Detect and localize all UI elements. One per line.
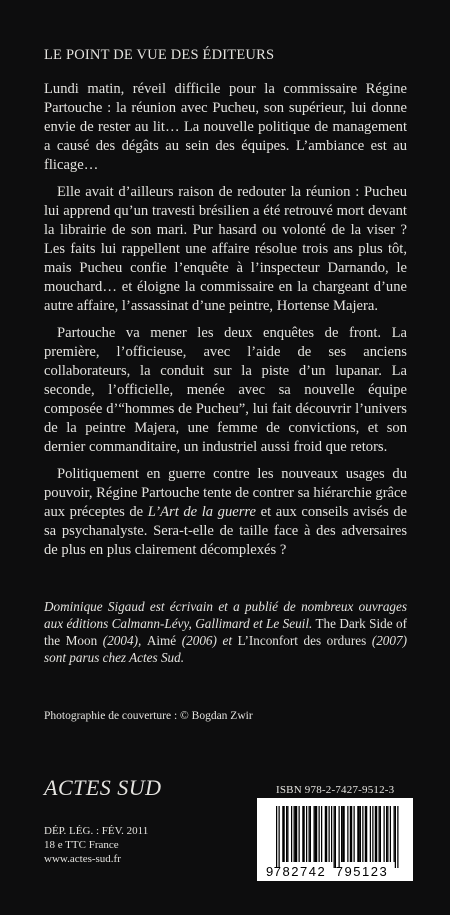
barcode-digits-right: 795123 <box>335 864 389 879</box>
barcode-bar <box>314 806 315 862</box>
bio-year-1: (2004), <box>97 633 147 648</box>
barcode-bar <box>315 806 316 862</box>
barcode-bar <box>334 806 335 868</box>
bio-book-1: The Dark Side of the Moon <box>44 616 407 648</box>
barcode-bar <box>284 806 285 862</box>
bio-book-2: Aimé <box>146 633 177 648</box>
photo-credit: Photographie de couverture : © Bogdan Zwir <box>44 710 253 722</box>
barcode-bar <box>370 806 371 862</box>
barcode-bar <box>276 806 277 868</box>
barcode-bar <box>344 806 345 862</box>
barcode-bar <box>339 806 340 868</box>
barcode-bar <box>359 806 360 862</box>
barcode-bar <box>287 806 288 862</box>
barcode-bar <box>394 806 395 862</box>
barcode-bar <box>295 806 296 862</box>
barcode-bar <box>390 806 391 862</box>
barcode-bar <box>342 806 343 862</box>
barcode-bar <box>306 806 307 862</box>
barcode-bar <box>325 806 326 862</box>
blurb-p4-book-title: L’Art de la guerre <box>147 504 257 520</box>
legal-price: 18 e TTC France <box>44 839 119 851</box>
barcode-bar <box>294 806 295 862</box>
barcode-bar <box>291 806 292 862</box>
barcode-bar <box>296 806 297 862</box>
blurb-p4-text-a: Politiquement en guerre contre les nouveaux usages du pouvoir, Régine Partouche tente de contrer sa hiérarchie grâce aux préceptes de <box>44 466 407 520</box>
barcode-bar <box>386 806 387 862</box>
barcode-bar <box>376 806 377 862</box>
barcode-bar <box>319 806 320 862</box>
blurb-paragraph-4 <box>44 465 407 560</box>
barcode-bar <box>372 806 373 862</box>
barcode-bars <box>276 806 399 868</box>
barcode-bar <box>316 806 317 862</box>
barcode-bar <box>357 806 358 862</box>
blurb-p4-text-b: et aux conseils avisés de sa psychanalyste. Sera-t-elle de taille face à des adversaires de plus en plus clairement décomplexés ? <box>44 504 407 558</box>
barcode-bar <box>351 806 352 862</box>
barcode-bar <box>304 806 305 862</box>
barcode-bar <box>397 806 398 868</box>
barcode-bar <box>299 806 300 862</box>
barcode-bar <box>326 806 327 862</box>
barcode-bar <box>350 806 351 862</box>
legal-depot: DÉP. LÉG. : FÉV. 2011 <box>44 825 149 837</box>
barcode-bar <box>365 806 366 862</box>
barcode-bar <box>375 806 376 862</box>
legal-info <box>44 824 148 866</box>
barcode-bar <box>354 806 355 862</box>
blurb <box>44 80 407 568</box>
isbn-label: ISBN 978-2-7427-9512-3 <box>276 784 395 796</box>
bio-year-3: (2007) sont parus chez Actes Sud. <box>44 633 407 665</box>
barcode-bar <box>379 806 380 862</box>
bio-year-2: (2006) <box>176 633 223 648</box>
barcode-bar <box>341 806 342 862</box>
barcode-bar <box>309 806 310 862</box>
barcode <box>257 798 413 881</box>
barcode-bar <box>310 806 311 862</box>
author-bio <box>44 598 407 666</box>
blurb-paragraph-3: Partouche va mener les deux enquêtes de front. La première, l’officieuse, avec l’aide de ses anciens collaborateurs, la conduit sur la piste d’un lupanar. La seconde, l’officielle, menée avec sa nouvelle équipe composée d’“hommes de Pucheu”, lui fait découvrir l’univers de la peintre Majera, une femme de convictions, et son dernier commanditaire, un industriel aussi froid que retors. <box>44 325 407 455</box>
barcode-bar <box>302 806 303 862</box>
section-heading: LE POINT DE VUE DES ÉDITEURS <box>44 47 275 63</box>
barcode-bar <box>380 806 381 862</box>
barcode-digit-first: 9 <box>266 864 274 879</box>
barcode-bar <box>360 806 361 862</box>
barcode-bar <box>286 806 287 862</box>
barcode-bar <box>347 806 348 862</box>
barcode-bar <box>329 806 330 862</box>
bio-text-1: Dominique Sigaud est écrivain et a publié de nombreux ouvrages aux éditions Calmann-Lévy, Gallimard et Le Seuil. <box>44 599 407 631</box>
blurb-paragraph-1: Lundi matin, réveil difficile pour la commissaire Régine Partouche : la réunion avec Pucheu, son supérieur, lui donne envie de rester au lit… La nouvelle politique de management a causé des dégâts au sein des équipes. L’ambiance est au flicage… <box>44 81 407 173</box>
barcode-graphic <box>257 798 413 881</box>
legal-website: www.actes-sud.fr <box>44 853 121 865</box>
barcode-bar <box>362 806 363 862</box>
publisher-logo: ACTES SUD <box>44 775 162 800</box>
barcode-bar <box>387 806 388 862</box>
barcode-bar <box>335 806 336 868</box>
barcode-digits-left: 782742 <box>273 864 327 879</box>
barcode-bar <box>282 806 283 862</box>
barcode-bar <box>395 806 396 868</box>
barcode-bar <box>384 806 385 862</box>
barcode-bar <box>321 806 322 862</box>
barcode-bar <box>366 806 367 862</box>
barcode-bar <box>331 806 332 862</box>
bio-text-2: et <box>222 633 238 648</box>
blurb-paragraph-2: Elle avait d’ailleurs raison de redouter la réunion : Pucheu lui apprend qu’un travesti brésilien a été retrouvé mort devant la librairie de son mari. Pur hasard ou volonté de la viser ? Les faits lui rappellent une affaire résolue trois ans plus tôt, mais Pucheu confie l’enquête à l’inspecteur Darnando, le mouchard… et éloigne la commissaire en la chargeant d’une autre affaire, l’assassinat d’une peintre, Hortense Majera. <box>44 184 407 314</box>
barcode-bar <box>279 806 280 868</box>
bio-book-3: L’Inconfort des ordures <box>237 633 367 648</box>
